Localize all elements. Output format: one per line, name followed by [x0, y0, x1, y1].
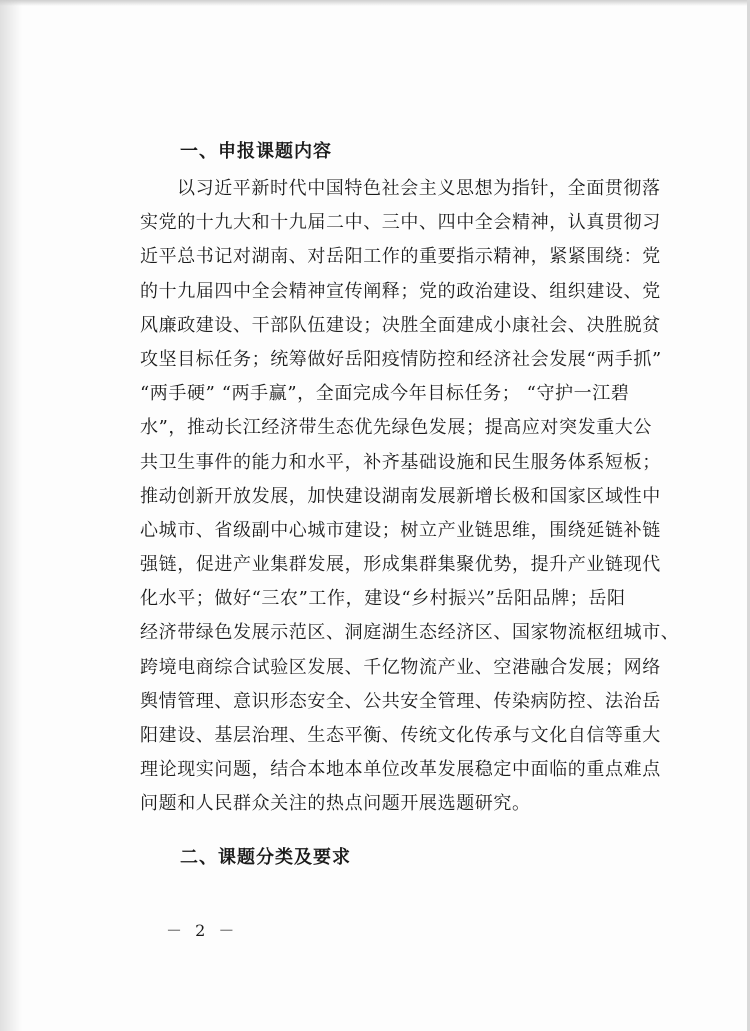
section-heading-1: 一、申报课题内容 [180, 141, 332, 162]
paragraph-line: 阳建设、基层治理、生态平衡、传统文化传承与文化自信等重大 [140, 725, 661, 746]
paragraph-line: 经济带绿色发展示范区、洞庭湖生态经济区、国家物流枢纽城市、 [140, 622, 680, 644]
paragraph-line: 问题和人民群众关注的热点问题开展选题研究。 [140, 793, 531, 815]
scan-edge-top [0, 0, 750, 6]
paragraph-line: 舆情管理、意识形态安全、公共安全管理、传染病防控、法治岳 [140, 690, 661, 712]
paragraph-line: 攻坚目标任务；统筹做好岳阳疫情防控和经济社会发展“两手抓” [140, 348, 662, 370]
paragraph-line: 近平总书记对湖南、对岳阳工作的重要指示精神，紧紧围绕：党 [140, 246, 661, 268]
section-heading-2: 二、课题分类及要求 [180, 847, 351, 868]
paragraph-line: 的十九届四中全会精神宣传阐释；党的政治建设、组织建设、党 [140, 280, 661, 302]
paragraph-line: 风廉政建设、干部队伍建设；决胜全面建成小康社会、决胜脱贫 [140, 314, 661, 336]
paragraph-line: 强链，促进产业集群发展，形成集群集聚优势，提升产业链现代 [140, 554, 661, 576]
paragraph-line: 理论现实问题，结合本地本单位改革发展稳定中面临的重点难点 [140, 759, 661, 781]
paragraph-line: 实党的十九大和十九届二中、三中、四中全会精神，认真贯彻习 [140, 212, 661, 234]
paragraph-line: 化水平；做好“三农”工作，建设“乡村振兴”岳阳品牌；岳阳 [140, 588, 626, 610]
paragraph-line: 推动创新开放发展，加快建设湖南发展新增长极和国家区域性中 [140, 485, 661, 507]
paragraph-line: 共卫生事件的能力和水平，补齐基础设施和民生服务体系短板； [140, 451, 661, 473]
paragraph-line: 水”，推动长江经济带生态优先绿色发展；提高应对突发重大公 [140, 417, 652, 439]
page-number: － 2 － [166, 921, 239, 940]
paragraph-line: 跨境电商综合试验区发展、千亿物流产业、空港融合发展；网络 [140, 656, 661, 678]
paragraph-line: “两手硬” “两手赢”，全面完成今年目标任务； “守护一江碧 [140, 383, 630, 405]
paragraph-line: 以习近平新时代中国特色社会主义思想为指针，全面贯彻落 [177, 178, 661, 199]
paragraph-line: 心城市、省级副中心城市建设；树立产业链思维，围绕延链补链 [140, 519, 661, 541]
body-paragraph [140, 172, 690, 822]
scan-edge-left [0, 0, 22, 1031]
